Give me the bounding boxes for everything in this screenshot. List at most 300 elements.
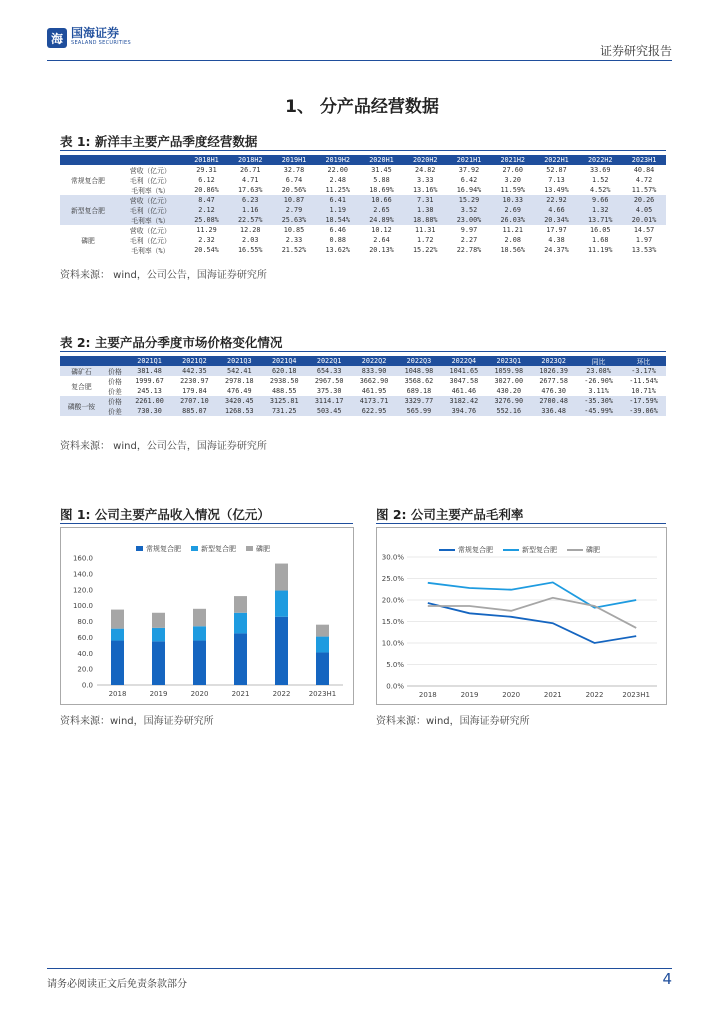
- table2-row-label: 价差: [108, 388, 122, 396]
- table-cell: 3662.90: [359, 377, 389, 385]
- table-cell: 3125.81: [262, 396, 307, 406]
- table2-col-header: 2021Q1: [127, 356, 172, 366]
- table2-group-label: 复合肥: [71, 383, 92, 391]
- table-cell: 24.82: [415, 166, 436, 174]
- table-cell: 11.19%: [587, 246, 613, 254]
- table1-row-label: 毛利（亿元）: [129, 177, 171, 185]
- table1-group-label: 磷肥: [81, 237, 95, 245]
- bar-segment: [193, 641, 206, 685]
- table-cell: 25.08%: [185, 215, 229, 225]
- table-cell: -11.54%: [629, 377, 658, 385]
- table-row: [60, 386, 666, 396]
- table1-row-label: 毛利（亿元）: [129, 237, 171, 245]
- table-cell: 3420.45: [217, 396, 262, 406]
- table-cell: 14.57: [633, 226, 655, 234]
- table2-group-label: 磷酸一铵: [60, 396, 103, 416]
- table1-col-header: 2021H2: [491, 155, 535, 165]
- table2-col-header: 2023Q1: [486, 356, 531, 366]
- table-cell: 11.59%: [500, 186, 526, 194]
- x-tick-label: 2019: [149, 690, 168, 698]
- table2-row-label: 价格: [103, 396, 127, 406]
- table-row: [60, 205, 666, 215]
- figure2-chart-frame: [376, 527, 667, 705]
- bar-segment: [111, 629, 124, 641]
- table-cell: 12.28: [240, 226, 261, 234]
- table-cell: 1026.39: [531, 366, 576, 376]
- table-cell: 9.66: [578, 195, 622, 205]
- legend-label: 常规复合肥: [146, 544, 181, 553]
- table-cell: -39.06%: [621, 406, 666, 416]
- table1-col-header: 2023H1: [622, 155, 666, 165]
- bar-segment: [111, 641, 124, 685]
- series-line: [428, 598, 636, 628]
- table-cell: 3182.42: [441, 396, 486, 406]
- table-cell: 11.31: [415, 226, 436, 234]
- table-cell: 18.56%: [500, 246, 526, 254]
- table1-col-header: [60, 155, 116, 165]
- y-tick-label: 80.0: [77, 618, 93, 626]
- table-cell: 4.66: [535, 205, 579, 215]
- table-cell: 5.88: [373, 176, 390, 184]
- footer-divider: [47, 968, 672, 969]
- table2-row-label: 价格: [108, 378, 122, 386]
- table-cell: 1.19: [316, 205, 360, 215]
- table2-col-header: [60, 356, 103, 366]
- table1-row-label: 毛利率（%）: [131, 187, 170, 195]
- table1-col-header: 2019H1: [272, 155, 316, 165]
- table-cell: 4173.71: [352, 396, 397, 406]
- table-cell: 0.88: [329, 236, 346, 244]
- table-cell: 27.60: [502, 166, 523, 174]
- table1-row-label: 毛利（亿元）: [116, 205, 185, 215]
- table-cell: 20.26: [622, 195, 666, 205]
- table-cell: 1059.98: [486, 366, 531, 376]
- table-cell: 16.05: [590, 226, 611, 234]
- table-cell: 2.65: [360, 205, 404, 215]
- bar-segment: [234, 633, 247, 685]
- table-cell: 11.57%: [631, 186, 657, 194]
- table-cell: 488.55: [271, 387, 297, 395]
- table1-title: 表 1: 新洋丰主要产品季度经营数据: [60, 134, 258, 149]
- table-row: [60, 376, 666, 386]
- table-cell: 2261.00: [127, 396, 172, 406]
- table1-col-header: 2018H2: [228, 155, 272, 165]
- bar-segment: [316, 625, 329, 637]
- table2-col-header: 2022Q1: [307, 356, 352, 366]
- legend-label: 新型复合肥: [201, 544, 236, 553]
- table1: [60, 155, 666, 255]
- table-cell: 2.12: [185, 205, 229, 215]
- table-cell: 22.00: [327, 166, 348, 174]
- table2-col-header: 2023Q2: [531, 356, 576, 366]
- table-cell: 10.71%: [631, 387, 656, 395]
- table-cell: 620.18: [262, 366, 307, 376]
- y-tick-label: 20.0%: [381, 596, 404, 605]
- table-cell: 442.35: [172, 366, 217, 376]
- table-cell: 32.78: [283, 166, 305, 174]
- table-cell: 18.88%: [403, 215, 447, 225]
- table-cell: 2677.58: [539, 377, 568, 385]
- table1-row-label: 营收（亿元）: [116, 195, 185, 205]
- table2-title: 表 2: 主要产品分季度市场价格变化情况: [60, 335, 283, 350]
- table-cell: 13.53%: [631, 246, 657, 254]
- table-cell: 20.86%: [194, 186, 219, 194]
- company-logo: [47, 28, 131, 48]
- table-row: [60, 165, 666, 175]
- table-cell: 15.29: [447, 195, 491, 205]
- table-cell: 3114.17: [307, 396, 352, 406]
- table2-col-header: 2022Q4: [441, 356, 486, 366]
- table-cell: 381.48: [127, 366, 172, 376]
- table2-col-header: 2022Q3: [397, 356, 442, 366]
- table-cell: 13.16%: [412, 186, 438, 194]
- bar-segment: [316, 652, 329, 685]
- table-cell: 11.21: [502, 226, 523, 234]
- x-tick-label: 2018: [418, 691, 437, 699]
- table-cell: 16.94%: [456, 186, 482, 194]
- table-cell: 33.69: [590, 166, 611, 174]
- table-cell: 3329.77: [397, 396, 442, 406]
- table-cell: -35.30%: [576, 396, 621, 406]
- table2: [60, 356, 666, 416]
- table-cell: 2.33: [285, 236, 303, 244]
- table-cell: 2.64: [373, 236, 390, 244]
- bar-segment: [234, 596, 247, 613]
- table2-col-header: 2021Q3: [217, 356, 262, 366]
- table2-col-header: [103, 356, 127, 366]
- table-cell: 336.48: [531, 406, 576, 416]
- table-cell: 179.84: [182, 387, 207, 395]
- x-tick-label: 2019: [460, 691, 479, 699]
- y-tick-label: 30.0%: [381, 553, 404, 562]
- y-tick-label: 10.0%: [381, 639, 404, 648]
- table-cell: 1.68: [592, 236, 609, 244]
- table-cell: 4.38: [548, 236, 565, 244]
- legend-label: 新型复合肥: [522, 546, 557, 554]
- table-cell: 1999.67: [135, 377, 164, 385]
- table-cell: 10.66: [360, 195, 404, 205]
- figure1-top-rule: [60, 523, 353, 524]
- table2-header-row: [60, 356, 666, 366]
- table-cell: 3047.58: [449, 377, 479, 385]
- table1-col-header: 2022H2: [578, 155, 622, 165]
- table2-source: 资料来源： wind，公司公告，国海证券研究所: [60, 441, 267, 452]
- footer-disclaimer: 请务必阅读正文后免责条款部分: [47, 979, 187, 990]
- table-cell: 20.01%: [622, 215, 666, 225]
- table-cell: 833.90: [352, 366, 397, 376]
- series-line: [428, 603, 636, 643]
- table-cell: 4.52%: [590, 186, 611, 194]
- table-cell: 2.27: [460, 236, 478, 244]
- table-cell: 40.84: [633, 166, 655, 174]
- table-cell: 1.52: [592, 176, 609, 184]
- table-row: [60, 366, 666, 376]
- x-tick-label: 2022: [585, 691, 604, 699]
- table1-row-label: 毛利率（%）: [116, 215, 185, 225]
- table-cell: 3027.00: [494, 377, 524, 385]
- table1-col-header: 2020H2: [403, 155, 447, 165]
- x-tick-label: 2020: [190, 690, 209, 698]
- table-cell: 1.72: [417, 236, 434, 244]
- table-cell: 13.49%: [544, 186, 569, 194]
- table-cell: 13.62%: [325, 246, 351, 254]
- bar-segment: [152, 641, 165, 685]
- table-cell: 4.71: [242, 176, 259, 184]
- table-cell: 21.52%: [281, 246, 307, 254]
- table-cell: 23.00%: [447, 215, 491, 225]
- table-cell: 1041.65: [441, 366, 486, 376]
- table-cell: 37.92: [458, 166, 480, 174]
- table-cell: 461.46: [451, 387, 477, 395]
- table-cell: 2978.18: [225, 377, 254, 385]
- table2-col-header: 2021Q2: [172, 356, 217, 366]
- legend-label: 磷肥: [256, 544, 270, 553]
- table-cell: 13.71%: [578, 215, 622, 225]
- table-cell: 10.87: [272, 195, 316, 205]
- table-cell: 245.13: [137, 387, 162, 395]
- table-cell: 461.95: [361, 387, 387, 395]
- table-cell: 9.97: [460, 226, 478, 234]
- table-cell: 430.20: [496, 387, 522, 395]
- table2-row-label: 价差: [103, 406, 127, 416]
- header-divider: [47, 60, 672, 61]
- table1-source: 资料来源： wind，公司公告，国海证券研究所: [60, 270, 267, 281]
- table-cell: 11.29: [196, 226, 217, 234]
- table-row: [60, 245, 666, 255]
- table-cell: 2700.48: [531, 396, 576, 406]
- bar-segment: [111, 610, 124, 629]
- y-tick-label: 5.0%: [386, 661, 404, 669]
- table-cell: 3.11%: [588, 387, 609, 395]
- table-cell: -45.99%: [576, 406, 621, 416]
- table-cell: 15.22%: [412, 246, 438, 254]
- table1-row-label: 营收（亿元）: [129, 227, 171, 235]
- table-cell: 24.89%: [360, 215, 404, 225]
- table-cell: 29.31: [196, 166, 217, 174]
- table-cell: 6.23: [228, 195, 272, 205]
- table-cell: 1048.98: [397, 366, 442, 376]
- table-cell: 476.30: [541, 387, 566, 395]
- bar-segment: [275, 617, 288, 685]
- table-cell: 2938.50: [269, 377, 299, 385]
- table1-header-row: [60, 155, 666, 165]
- table-cell: 18.69%: [369, 186, 394, 194]
- table-cell: 689.18: [406, 387, 432, 395]
- table2-col-header: 2021Q4: [262, 356, 307, 366]
- bar-segment: [275, 591, 288, 617]
- table-cell: 4.05: [622, 205, 666, 215]
- figure1-source: 资料来源：wind，国海证券研究所: [60, 716, 214, 727]
- bar-segment: [234, 613, 247, 634]
- bar-segment: [152, 628, 165, 641]
- x-tick-label: 2023H1: [308, 690, 337, 698]
- table2-container: [60, 356, 666, 416]
- y-tick-label: 60.0: [77, 633, 93, 642]
- table-cell: 10.33: [491, 195, 535, 205]
- logo-name-en: SEALAND SECURITIES: [71, 40, 131, 46]
- table-cell: 4.72: [635, 176, 653, 184]
- table2-col-header: 同比: [576, 356, 621, 366]
- x-tick-label: 2020: [502, 691, 521, 699]
- table-cell: 3276.90: [486, 396, 531, 406]
- table-cell: 2.69: [491, 205, 535, 215]
- table-cell: 17.63%: [237, 186, 263, 194]
- table-cell: 654.33: [307, 366, 352, 376]
- bar-segment: [275, 564, 288, 591]
- table-cell: 2.32: [198, 236, 215, 244]
- table-cell: 20.13%: [369, 246, 394, 254]
- table-cell: 885.07: [172, 406, 217, 416]
- table-cell: 565.99: [397, 406, 442, 416]
- legend-label: 常规复合肥: [458, 546, 493, 554]
- table-cell: 2.48: [329, 176, 346, 184]
- table-cell: 7.13: [548, 176, 565, 184]
- table-cell: 2.08: [504, 236, 521, 244]
- figure1-chart: [61, 528, 353, 704]
- table-cell: -17.59%: [621, 396, 666, 406]
- table-cell: 2967.50: [314, 377, 344, 385]
- table1-col-header: 2020H1: [360, 155, 404, 165]
- table-row: [60, 396, 666, 406]
- x-tick-label: 2021: [543, 691, 562, 699]
- bar-segment: [316, 637, 329, 653]
- table-row: [60, 195, 666, 205]
- table2-group-label: 磷矿石: [60, 366, 103, 376]
- table1-col-header: 2021H1: [447, 155, 491, 165]
- table-cell: 6.46: [329, 226, 346, 234]
- bar-segment: [152, 613, 165, 628]
- y-tick-label: 15.0%: [381, 618, 404, 626]
- table1-row-label: 营收（亿元）: [129, 167, 171, 175]
- table1-col-header: 2022H1: [535, 155, 579, 165]
- table-cell: 22.92: [535, 195, 579, 205]
- table-cell: 7.31: [403, 195, 447, 205]
- table-cell: 375.30: [316, 387, 342, 395]
- table-cell: 622.95: [352, 406, 397, 416]
- table2-col-header: 2022Q2: [352, 356, 397, 366]
- table-cell: 6.12: [198, 176, 215, 184]
- table-cell: 3568.62: [404, 377, 434, 385]
- y-tick-label: 0.0%: [386, 682, 404, 691]
- table-cell: 1.16: [228, 205, 272, 215]
- table-row: [60, 215, 666, 225]
- table2-top-rule: [60, 351, 666, 352]
- logo-name: 国海证券: [71, 26, 120, 40]
- figure2-title: 图 2: 公司主要产品毛利率: [376, 507, 524, 522]
- table1-col-header: 2018H1: [185, 155, 229, 165]
- table-cell: 22.57%: [228, 215, 272, 225]
- x-tick-label: 2021: [231, 690, 250, 698]
- table1-group-label: 新型复合肥: [60, 195, 116, 225]
- table-cell: 503.45: [307, 406, 352, 416]
- x-tick-label: 2023H1: [622, 691, 650, 699]
- table2-col-header: 环比: [621, 356, 666, 366]
- table-row: [60, 175, 666, 185]
- table-cell: 731.25: [262, 406, 307, 416]
- table-cell: 2707.10: [172, 396, 217, 406]
- table-cell: 1.32: [578, 205, 622, 215]
- table-cell: 10.85: [283, 226, 305, 234]
- report-type-label: 证券研究报告: [599, 44, 672, 58]
- table-cell: 26.03%: [491, 215, 535, 225]
- table-row: [60, 185, 666, 195]
- y-tick-label: 120.0: [72, 586, 93, 595]
- table-cell: 10.12: [371, 226, 392, 234]
- table-row: [60, 235, 666, 245]
- table-cell: 542.41: [217, 366, 262, 376]
- table-cell: 16.55%: [237, 246, 263, 254]
- table-cell: 552.16: [486, 406, 531, 416]
- bar-segment: [193, 609, 206, 626]
- table-cell: 11.25%: [325, 186, 351, 194]
- table-cell: 24.37%: [544, 246, 569, 254]
- table-cell: 1268.53: [217, 406, 262, 416]
- table-cell: 22.78%: [456, 246, 482, 254]
- table-cell: 1.97: [635, 236, 653, 244]
- table-cell: 20.34%: [535, 215, 579, 225]
- table1-top-rule: [60, 150, 666, 151]
- logo-mark-icon: 海: [47, 28, 67, 48]
- table-cell: 3.52: [447, 205, 491, 215]
- x-tick-label: 2018: [108, 690, 127, 698]
- table-cell: 8.47: [185, 195, 229, 205]
- table-cell: 20.56%: [281, 186, 307, 194]
- table1-group-label: 常规复合肥: [71, 177, 105, 185]
- table-cell: 2.79: [272, 205, 316, 215]
- bar-segment: [193, 626, 206, 640]
- table1-row-label: 毛利率（%）: [131, 247, 170, 255]
- table1-col-header: [116, 155, 185, 165]
- table-cell: 3.33: [417, 176, 434, 184]
- table-cell: 25.63%: [272, 215, 316, 225]
- y-tick-label: 140.0: [72, 570, 93, 579]
- y-tick-label: 160.0: [72, 554, 93, 563]
- table-row: [60, 406, 666, 416]
- table1-container: [60, 155, 666, 255]
- table-cell: 17.97: [546, 226, 567, 234]
- table2-row-label: 价格: [103, 366, 127, 376]
- table-cell: 18.54%: [316, 215, 360, 225]
- section-title: 1、 分产品经营数据: [285, 97, 439, 117]
- table-cell: 52.87: [546, 166, 567, 174]
- figure2-chart: [377, 528, 666, 704]
- table-cell: 31.45: [371, 166, 392, 174]
- table-cell: 476.49: [227, 387, 252, 395]
- y-tick-label: 0.0: [81, 681, 93, 690]
- table-cell: 2.03: [242, 236, 259, 244]
- y-tick-label: 25.0%: [381, 575, 404, 583]
- table-cell: 6.42: [460, 176, 478, 184]
- y-tick-label: 40.0: [77, 649, 93, 658]
- table-cell: 6.74: [285, 176, 303, 184]
- page-number: 4: [662, 970, 672, 988]
- legend-label: 磷肥: [586, 546, 600, 554]
- table-row: [60, 225, 666, 235]
- figure2-top-rule: [376, 523, 666, 524]
- table-cell: 730.30: [127, 406, 172, 416]
- table-cell: 20.54%: [194, 246, 219, 254]
- table-cell: 394.76: [441, 406, 486, 416]
- table-cell: 6.41: [316, 195, 360, 205]
- table1-col-header: 2019H2: [316, 155, 360, 165]
- table-cell: 26.71: [240, 166, 261, 174]
- x-tick-label: 2022: [272, 690, 291, 698]
- y-tick-label: 20.0: [77, 665, 93, 674]
- table-cell: 23.08%: [576, 366, 621, 376]
- figure1-title: 图 1: 公司主要产品收入情况（亿元）: [60, 507, 270, 522]
- table-cell: -3.17%: [621, 366, 666, 376]
- table-cell: 1.38: [403, 205, 447, 215]
